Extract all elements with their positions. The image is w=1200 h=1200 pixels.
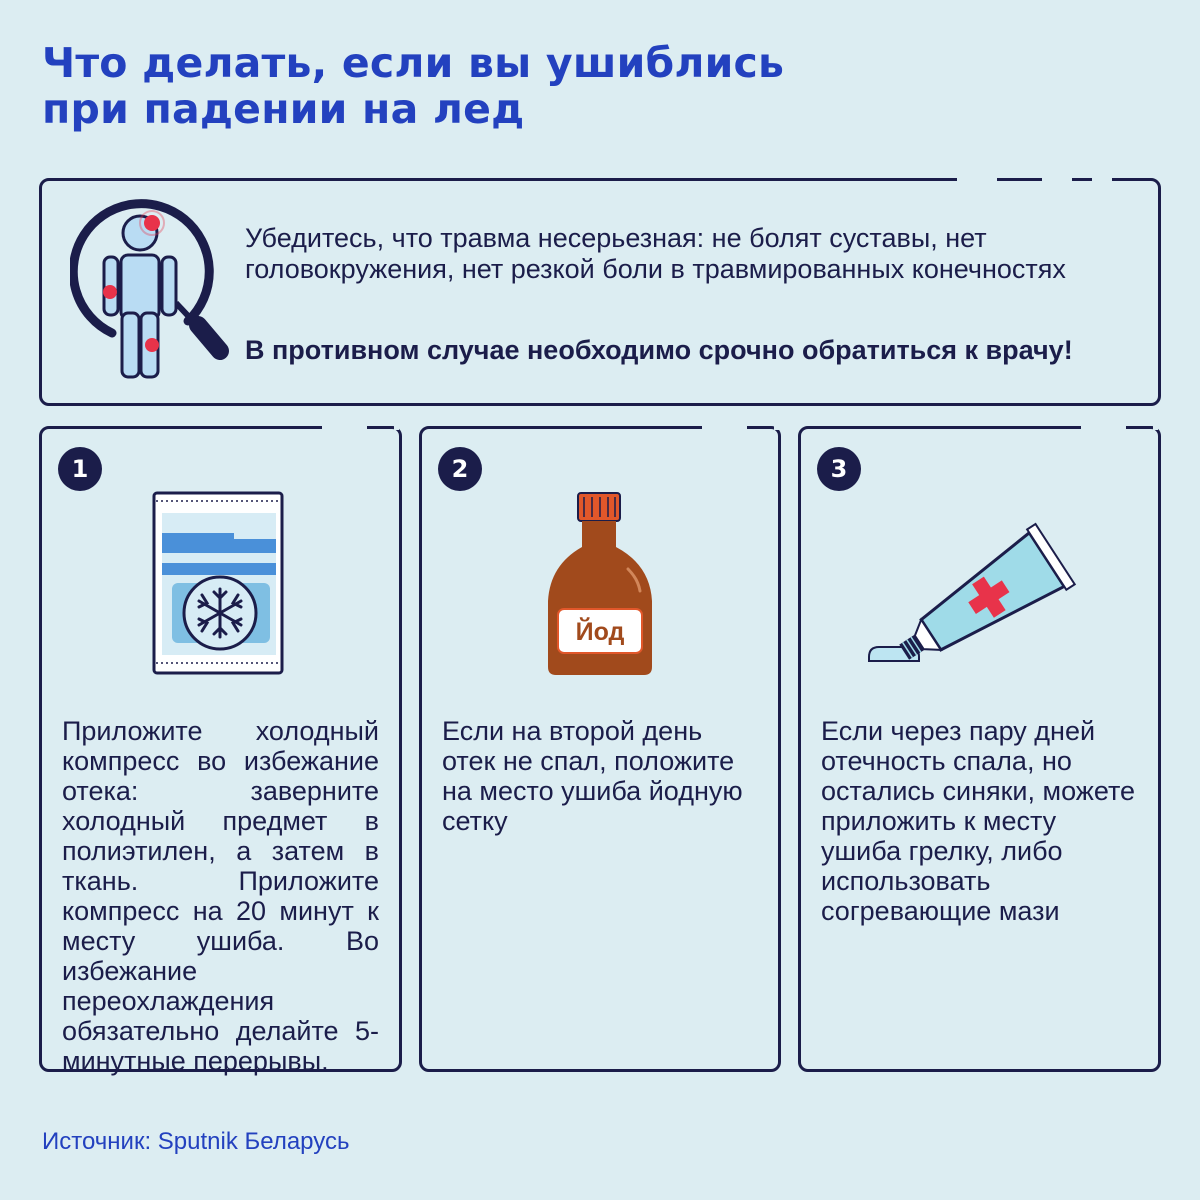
step-text: Если на второй день отек не спал, положите на место ушиба йодную сетку — [442, 716, 743, 836]
step-card-3 — [798, 426, 1161, 1072]
intro-warning: В противном случае необходимо срочно обратиться к врачу! — [245, 335, 1073, 365]
step-text: Если через пару дней отечность спала, но остались синяки, можете приложить к месту ушиба грелку, либо использовать согревающие мази — [821, 716, 1136, 926]
step-number-badge: 3 — [817, 447, 861, 491]
step-number-badge: 2 — [438, 447, 482, 491]
frame-gap — [957, 177, 997, 182]
step-number-badge: 1 — [58, 447, 102, 491]
frame-gap — [1092, 177, 1112, 182]
intro-box — [39, 178, 1161, 406]
intro-text: Убедитесь, что травма несерьезная: не болят суставы, нет головокружения, нет резкой боли в травмированных конечностях — [245, 223, 1066, 284]
title-line-2: при падении на лед — [42, 85, 525, 133]
step-card-2 — [419, 426, 781, 1072]
magnifier-person-icon — [70, 199, 240, 389]
frame-gap — [1081, 425, 1126, 430]
source-credit: Источник: Sputnik Беларусь — [42, 1128, 350, 1155]
ointment-tube-icon — [863, 501, 1103, 681]
frame-gap — [774, 425, 779, 430]
frame-gap — [394, 425, 399, 430]
page-title — [42, 40, 784, 132]
frame-gap — [702, 425, 747, 430]
frame-gap — [1153, 425, 1158, 430]
bottle-label: Йод — [575, 618, 625, 646]
step-card-1 — [39, 426, 402, 1076]
frame-gap — [322, 425, 367, 430]
step-text: Приложите холодный компресс во избежание отека: заверните холодный предмет в полиэтилен, а затем в ткань. Приложите компресс на 20 минут к месту ушиба. Во избежание переохлаждения обязательно делайте 5-минутные перерывы. — [62, 716, 379, 1076]
iodine-bottle-icon — [548, 491, 658, 681]
title-line-1: Что делать, если вы ушиблись — [42, 39, 785, 87]
ice-pack-icon — [152, 491, 292, 677]
frame-gap — [1042, 177, 1072, 182]
